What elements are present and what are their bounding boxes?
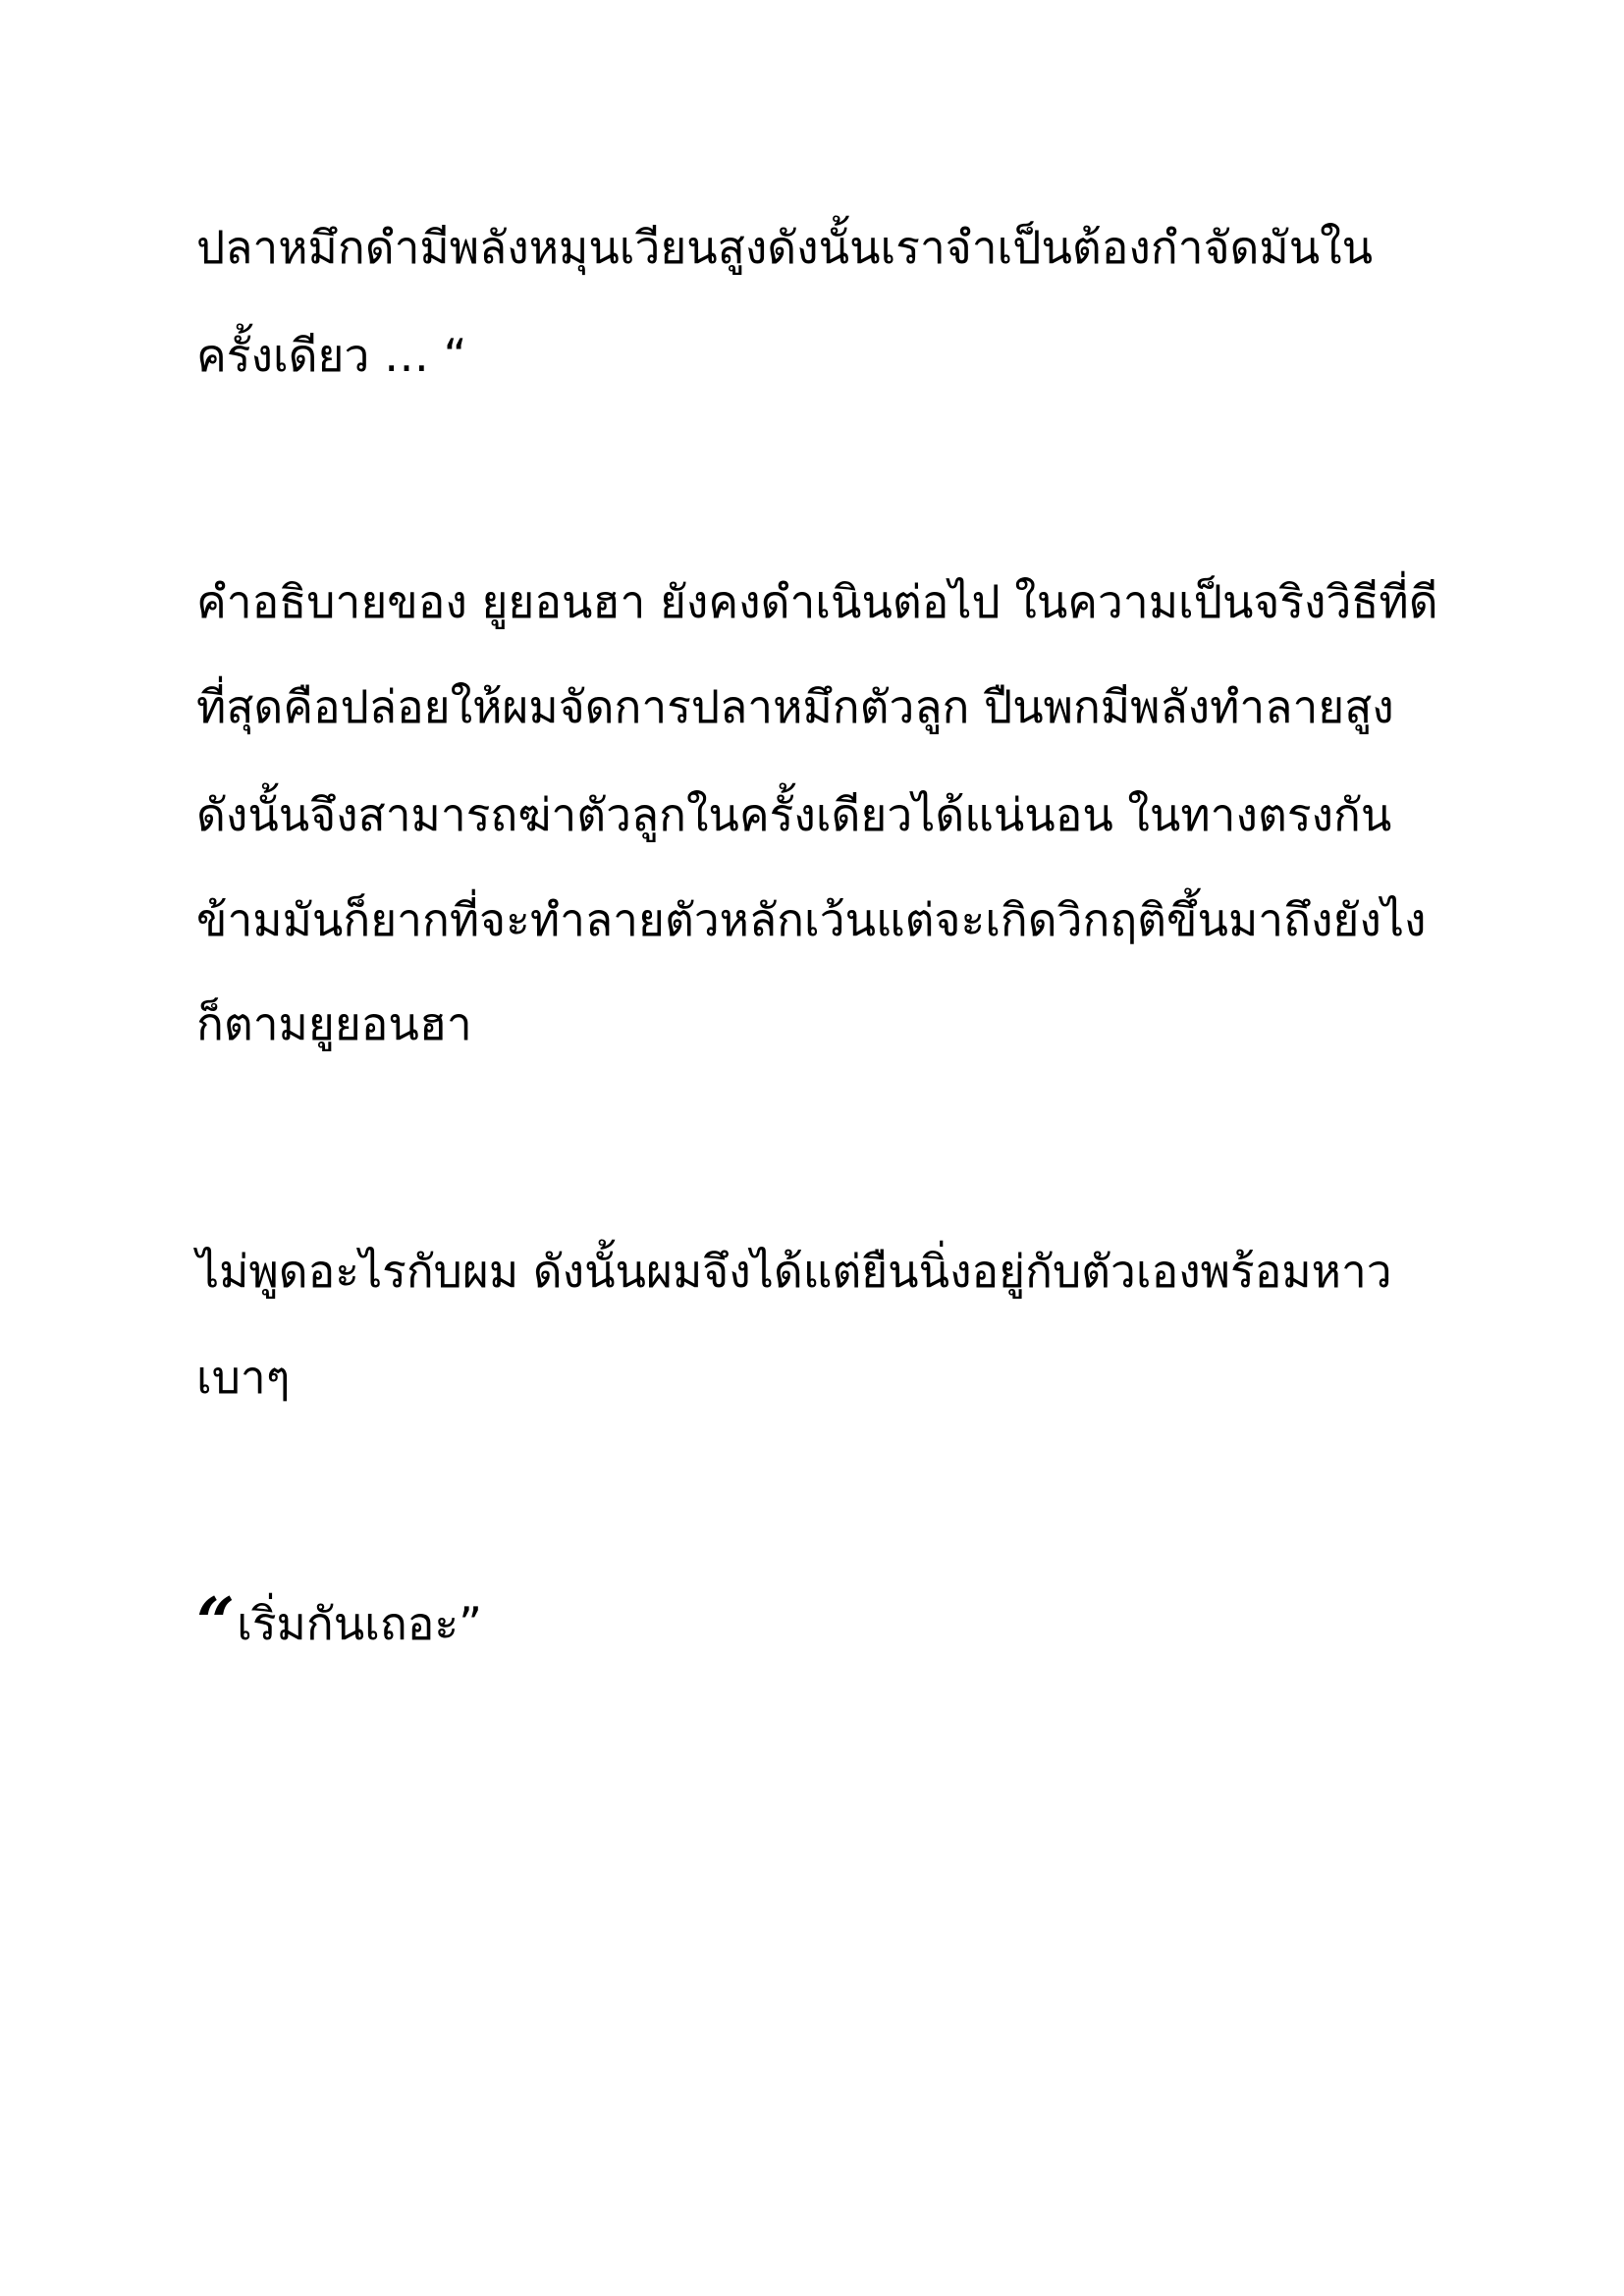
paragraph-2-line-2: ที่สุดคือปล่อยให้ผมจัดการปลาหมึกตัวลูก ปืนพกมีพลังทำลายสูง [196,680,1394,733]
paragraph-1-line-1: ปลาหมึกดำมีพลังหมุนเวียนสูงดังนั้นเราจำเป็นต้องกำจัดมันใน [196,221,1374,274]
dialogue-line [196,1583,1473,1662]
paragraph-2-line-4: ข้ามมันก็ยากที่จะทำลายตัวหลักเว้นแต่จะเกิดวิกฤติขึ้นมาถึงยังไง [196,893,1427,946]
dialogue-text: เริ่มกันเถอะ” [237,1597,482,1650]
paragraph-2-line-1: คำอธิบายของ ยูยอนฮา ยังคงดำเนินต่อไป ในความเป็นจริงวิธีที่ดี [196,575,1438,628]
paragraph-3-line-1: ไม่พูดอะไรกับผม ดังนั้นผมจึงได้แต่ยืนนิ่งอยู่กับตัวเองพร้อมหาว [196,1245,1392,1298]
paragraph-1-line-2: ครั้งเดียว … “ [196,329,467,382]
paragraph-3-line-2: เบาๆ [196,1351,291,1404]
paragraph-2-line-5: ก็ตามยูยอนฮา [196,997,472,1050]
paragraph-2-line-3: ดังนั้นจึงสามารถฆ่าตัวลูกในครั้งเดียวได้แน่นอน ในทางตรงกัน [196,788,1392,841]
open-quote-mark: “ [196,1583,236,1662]
